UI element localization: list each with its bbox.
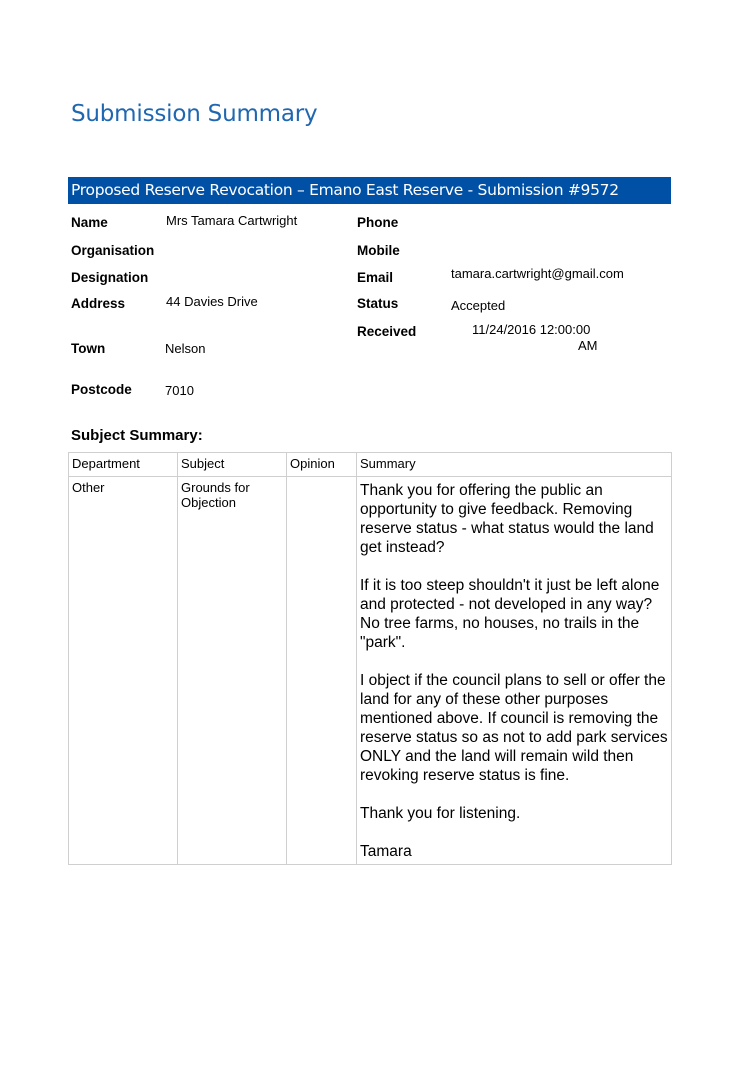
summary-paragraph: Tamara bbox=[360, 843, 412, 860]
table-header-row bbox=[69, 453, 672, 477]
column-header-summary: Summary bbox=[357, 453, 672, 477]
email-label: Email bbox=[357, 270, 394, 285]
column-header-opinion: Opinion bbox=[287, 453, 357, 477]
postcode-label: Postcode bbox=[71, 382, 132, 397]
town-label: Town bbox=[71, 341, 106, 356]
address-label: Address bbox=[71, 296, 126, 311]
subject-cell: Grounds for Objection bbox=[178, 477, 287, 865]
name-value: Mrs Tamara Cartwright bbox=[166, 213, 298, 228]
subject-summary-heading: Subject Summary: bbox=[71, 427, 203, 444]
summary-paragraph: Thank you for listening. bbox=[360, 805, 521, 822]
mobile-label: Mobile bbox=[357, 243, 400, 258]
status-label: Status bbox=[357, 296, 399, 311]
column-header-department: Department bbox=[69, 453, 178, 477]
received-label: Received bbox=[357, 324, 417, 339]
department-cell: Other bbox=[69, 477, 178, 865]
email-value: tamara.cartwright@gmail.com bbox=[451, 266, 624, 281]
column-header-subject: Subject bbox=[178, 453, 287, 477]
subject-summary-table bbox=[68, 452, 672, 865]
table-row bbox=[69, 477, 672, 865]
phone-label: Phone bbox=[357, 215, 399, 230]
summary-paragraph: Thank you for offering the public an opportunity to give feedback. Removing reserve status - what status would the land get instead? bbox=[360, 482, 654, 556]
address-value: 44 Davies Drive bbox=[166, 294, 258, 309]
submission-banner: Proposed Reserve Revocation – Emano East Reserve - Submission #9572 bbox=[68, 177, 671, 204]
page-title: Submission Summary bbox=[71, 101, 318, 127]
received-value-line2: AM bbox=[578, 338, 598, 353]
summary-paragraph: I object if the council plans to sell or offer the land for any of these other purposes mentioned above. If council is removing the reserve status so as not to add park services ONLY and the land will remain wild then revoking reserve status is fine. bbox=[360, 672, 668, 784]
status-value: Accepted bbox=[451, 298, 506, 313]
summary-cell bbox=[357, 477, 672, 865]
received-value-line1: 11/24/2016 12:00:00 bbox=[472, 322, 591, 337]
summary-paragraph: If it is too steep shouldn't it just be left alone and protected - not developed in any way? No tree farms, no houses, no trails in the "park". bbox=[360, 577, 660, 651]
opinion-cell bbox=[287, 477, 357, 865]
postcode-value: 7010 bbox=[165, 383, 194, 398]
name-label: Name bbox=[71, 215, 108, 230]
designation-label: Designation bbox=[71, 270, 149, 285]
town-value: Nelson bbox=[165, 341, 206, 356]
organisation-label: Organisation bbox=[71, 243, 155, 258]
